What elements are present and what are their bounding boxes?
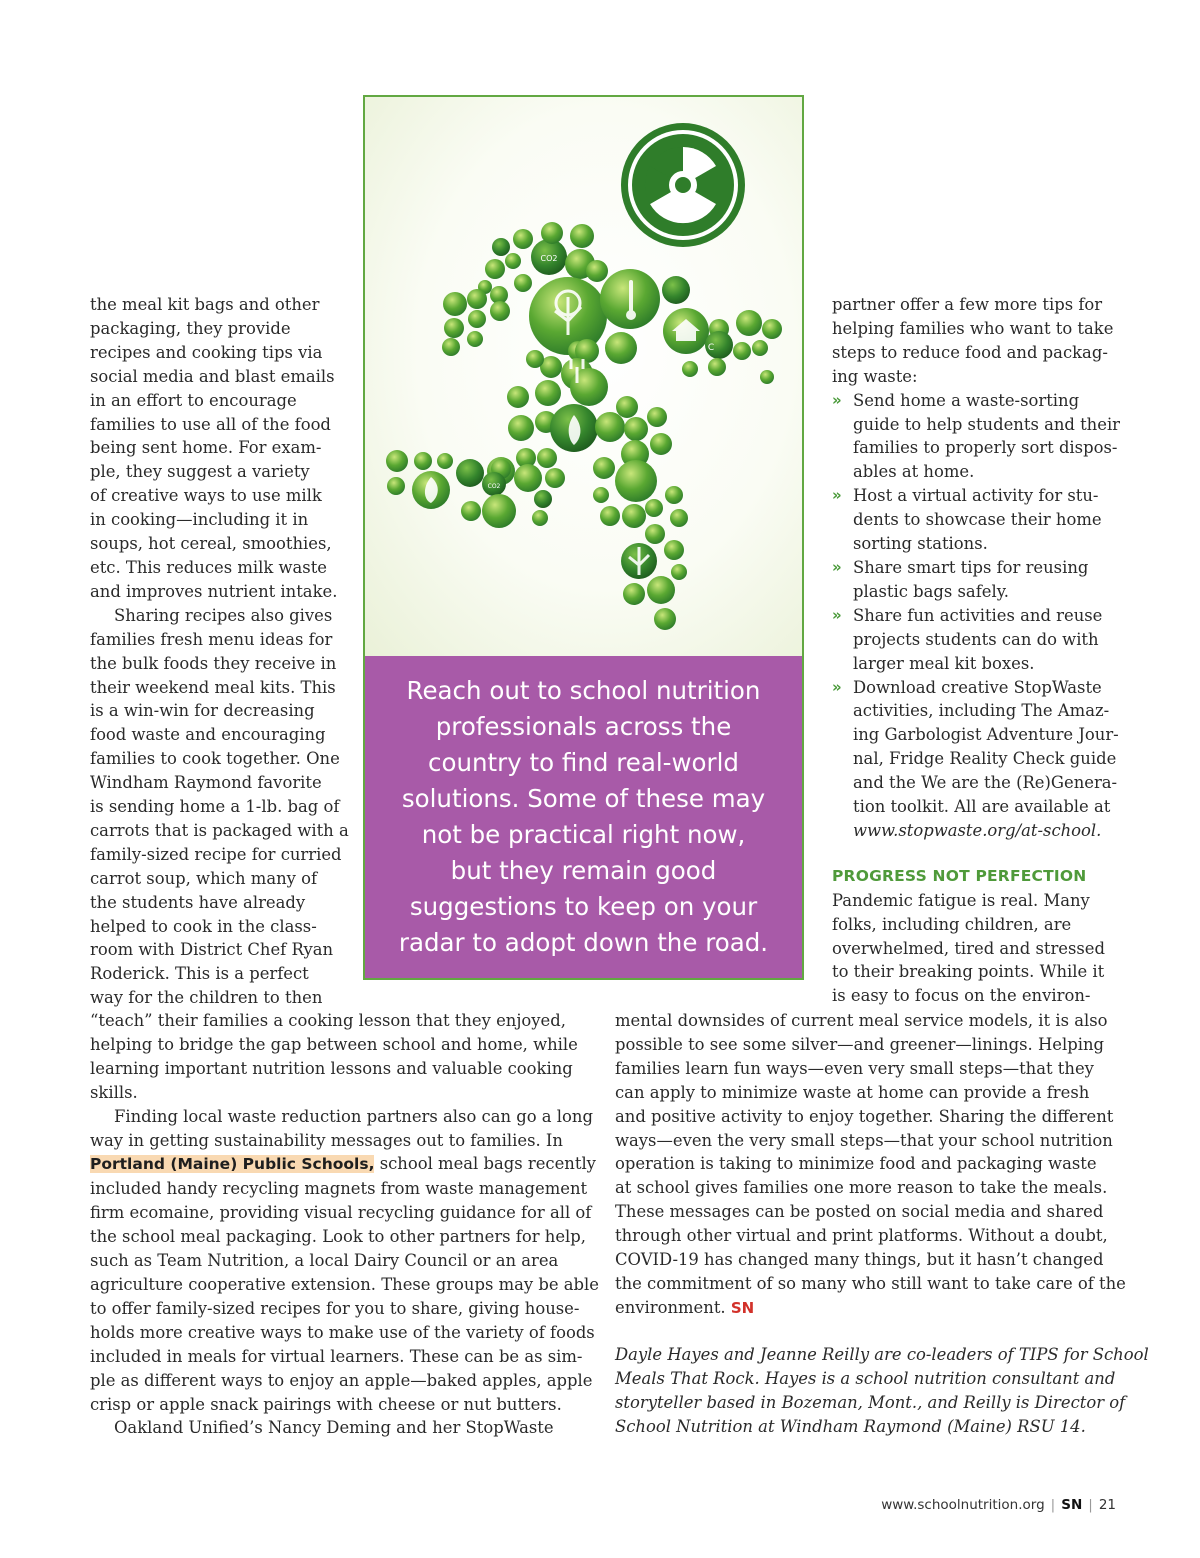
body-line: and positive activity to enjoy together. Sharing the different bbox=[615, 1106, 1114, 1126]
body-line: agriculture cooperative extension. These groups may be able bbox=[90, 1274, 599, 1294]
body-line: ple, they suggest a variety bbox=[90, 462, 310, 482]
body-line: being sent home. For exam- bbox=[90, 438, 322, 458]
body-line: in cooking—including it in bbox=[90, 510, 309, 530]
body-line: through other virtual and print platforms. Without a doubt, bbox=[615, 1226, 1108, 1246]
body-line: projects students can do with bbox=[853, 629, 1099, 649]
body-line: the bulk foods they receive in bbox=[90, 653, 337, 673]
runner-front-leg bbox=[593, 457, 688, 630]
pull-quote-line: but they remain good bbox=[450, 856, 717, 885]
bio-line: Meals That Rock. Hayes is a school nutrition consultant and bbox=[615, 1368, 1116, 1388]
body-line: Finding local waste reduction partners also can go a long bbox=[114, 1106, 593, 1126]
right-column-bottom bbox=[615, 1009, 1135, 1321]
radiation-icon bbox=[621, 123, 745, 247]
body-line: ables at home. bbox=[853, 462, 975, 482]
page-number: 21 bbox=[1098, 1497, 1116, 1513]
body-line: helped to cook in the class- bbox=[90, 916, 317, 936]
body-line: included in meals for virtual learners. These can be as sim- bbox=[90, 1346, 583, 1366]
body-line: at school gives families one more reason to take the meals. bbox=[615, 1178, 1108, 1198]
body-line: and improves nutrient intake. bbox=[90, 581, 338, 601]
body-line: helping to bridge the gap between school and home, while bbox=[90, 1034, 578, 1054]
body-line: in an effort to encourage bbox=[90, 390, 297, 410]
body-line: is a win-win for decreasing bbox=[90, 701, 315, 721]
body-line: and the We are the (Re)Genera- bbox=[853, 773, 1118, 793]
body-line: ing waste: bbox=[832, 366, 918, 386]
illustration-panel bbox=[365, 97, 802, 656]
body-line: possible to see some silver—and greener—linings. Helping bbox=[615, 1034, 1104, 1054]
body-line: carrot soup, which many of bbox=[90, 868, 318, 888]
body-line-with-highlight bbox=[90, 1152, 596, 1177]
bio-line: Dayle Hayes and Jeanne Reilly are co-leaders of TIPS for School bbox=[615, 1345, 1149, 1364]
left-column-bottom bbox=[90, 1009, 599, 1440]
pull-quote-line: country to find real-world bbox=[428, 748, 739, 777]
body-text-fragment: school meal bags recently bbox=[379, 1154, 596, 1174]
author-bio bbox=[615, 1343, 1149, 1439]
body-line: ing Garbologist Adventure Jour- bbox=[853, 725, 1119, 745]
body-line: the meal kit bags and other bbox=[90, 295, 320, 314]
feature-art-box bbox=[363, 95, 804, 980]
body-line: Oakland Unified’s Nancy Deming and her StopWaste bbox=[114, 1418, 554, 1438]
end-mark: SN bbox=[730, 1298, 755, 1317]
footer-url[interactable]: www.schoolnutrition.org bbox=[881, 1497, 1045, 1513]
bio-line: storyteller based in Bozeman, Mont., and Reilly is Director of bbox=[615, 1392, 1126, 1412]
highlighted-district-name: Portland (Maine) Public Schools, bbox=[90, 1155, 375, 1174]
body-line: Sharing recipes also gives bbox=[114, 605, 333, 625]
pull-quote-line: not be practical right now, bbox=[421, 820, 746, 849]
pull-quote bbox=[365, 656, 802, 978]
pull-quote-line: professionals across the bbox=[435, 712, 732, 741]
tip-list-item bbox=[832, 676, 1122, 843]
body-line: holds more creative ways to make use of the variety of foods bbox=[90, 1322, 595, 1342]
bullet-chevron-icon: » bbox=[832, 486, 842, 505]
tip-list-item bbox=[832, 484, 1122, 556]
bullet-chevron-icon: » bbox=[832, 605, 842, 624]
pull-quote-line: solutions. Some of these may bbox=[401, 784, 766, 813]
body-line: families to cook together. One bbox=[90, 749, 340, 769]
body-line: partner offer a few more tips for bbox=[832, 295, 1103, 314]
body-line: way for the children to then bbox=[90, 988, 323, 1008]
body-line: packaging, they provide bbox=[90, 318, 291, 338]
body-line: steps to reduce food and packag- bbox=[832, 342, 1108, 362]
footer-divider: | bbox=[1050, 1497, 1056, 1513]
body-line: larger meal kit boxes. bbox=[853, 653, 1035, 673]
body-line: Roderick. This is a perfect bbox=[90, 964, 309, 984]
bullet-chevron-icon: » bbox=[832, 677, 842, 696]
body-line: families learn fun ways—even very small steps—that they bbox=[615, 1058, 1094, 1078]
tip-list-item bbox=[832, 604, 1122, 676]
body-line: their weekend meal kits. This bbox=[90, 677, 336, 697]
body-line: the commitment of so many who still want to take care of the bbox=[615, 1273, 1126, 1293]
body-line: families fresh menu ideas for bbox=[90, 629, 333, 649]
body-line: soups, hot cereal, smoothies, bbox=[90, 534, 332, 554]
body-line: ple as different ways to enjoy an apple—baked apples, apple bbox=[90, 1370, 593, 1390]
body-line: family-sized recipe for curried bbox=[90, 844, 342, 864]
bullet-chevron-icon: » bbox=[832, 390, 842, 409]
body-line: is sending home a 1-lb. bag of bbox=[90, 797, 340, 817]
footer-divider: | bbox=[1088, 1497, 1093, 1513]
body-line: mental downsides of current meal service models, it is also bbox=[615, 1011, 1108, 1030]
tip-list-item bbox=[832, 389, 1122, 485]
co2-label: CO2 bbox=[540, 254, 558, 263]
body-line: tion toolkit. All are available at bbox=[853, 797, 1111, 817]
body-text-fragment: environment. bbox=[615, 1297, 726, 1317]
body-line: ways—even the very small steps—that your school nutrition bbox=[615, 1130, 1113, 1150]
body-line: included handy recycling magnets from waste management bbox=[90, 1179, 588, 1199]
bullet-chevron-icon: » bbox=[832, 557, 842, 576]
body-line: food waste and encouraging bbox=[90, 725, 326, 745]
tip-list-item bbox=[832, 556, 1122, 604]
body-line: to their breaking points. While it bbox=[832, 962, 1105, 982]
body-line: plastic bags safely. bbox=[853, 581, 1009, 601]
body-line: Host a virtual activity for stu- bbox=[853, 486, 1099, 506]
eco-runner-illustration bbox=[365, 97, 802, 656]
body-line: way in getting sustainability messages out to families. In bbox=[90, 1130, 563, 1150]
body-line-last bbox=[615, 1296, 1135, 1321]
body-line: Share smart tips for reusing bbox=[853, 557, 1089, 577]
body-line: can apply to minimize waste at home can provide a fresh bbox=[615, 1082, 1090, 1102]
body-line: Download creative StopWaste bbox=[853, 677, 1102, 697]
body-line: such as Team Nutrition, a local Dairy Council or an area bbox=[90, 1251, 559, 1271]
body-line: families to use all of the food bbox=[90, 414, 331, 434]
body-line: etc. This reduces milk waste bbox=[90, 557, 327, 577]
body-line: Share fun activities and reuse bbox=[853, 605, 1103, 625]
body-line: helping families who want to take bbox=[832, 318, 1114, 338]
pull-quote-line: suggestions to keep on your bbox=[409, 892, 758, 921]
left-column-top bbox=[90, 293, 349, 1010]
section-heading: PROGRESS NOT PERFECTION bbox=[832, 866, 1087, 885]
body-line: social media and blast emails bbox=[90, 366, 335, 386]
pull-quote-line: Reach out to school nutrition bbox=[406, 676, 761, 705]
body-line: These messages can be posted on social media and shared bbox=[615, 1202, 1104, 1222]
body-line: carrots that is packaged with a bbox=[90, 820, 349, 840]
body-line: the school meal packaging. Look to other partners for help, bbox=[90, 1227, 586, 1247]
body-line: nal, Fridge Reality Check guide bbox=[853, 749, 1117, 769]
body-line: dents to showcase their home bbox=[853, 510, 1102, 530]
body-line: Send home a waste-sorting bbox=[853, 390, 1080, 410]
body-line: the students have already bbox=[90, 892, 306, 912]
body-line: COVID-19 has changed many things, but it hasn’t changed bbox=[615, 1250, 1104, 1270]
stopwaste-link[interactable]: www.stopwaste.org/at-school. bbox=[853, 820, 1102, 840]
co2-label-small: CO2 bbox=[487, 483, 501, 490]
body-line: firm ecomaine, providing visual recycling guidance for all of bbox=[90, 1203, 592, 1223]
body-line: learning important nutrition lessons and valuable cooking bbox=[90, 1058, 573, 1078]
body-line: activities, including The Amaz- bbox=[853, 701, 1110, 721]
body-line: room with District Chef Ryan bbox=[90, 940, 334, 960]
footer-brand: SN bbox=[1061, 1497, 1083, 1513]
body-line: families to properly sort dispos- bbox=[853, 438, 1118, 458]
body-line: folks, including children, are bbox=[832, 914, 1072, 934]
body-line: sorting stations. bbox=[853, 534, 988, 554]
right-column-top bbox=[832, 293, 1122, 1008]
body-line: Pandemic fatigue is real. Many bbox=[832, 890, 1090, 910]
runner-back-leg bbox=[386, 448, 565, 528]
body-line: to offer family-sized recipes for you to share, giving house- bbox=[90, 1298, 580, 1318]
body-line: recipes and cooking tips via bbox=[90, 342, 323, 362]
bio-line: School Nutrition at Windham Raymond (Maine) RSU 14. bbox=[615, 1416, 1086, 1436]
body-line: crisp or apple snack pairings with cheese or nut butters. bbox=[90, 1394, 562, 1414]
body-line: is easy to focus on the environ- bbox=[832, 986, 1091, 1006]
body-line: “teach” their families a cooking lesson that they enjoyed, bbox=[90, 1011, 566, 1030]
page-footer bbox=[881, 1497, 1116, 1513]
body-line: operation is taking to minimize food and packaging waste bbox=[615, 1154, 1097, 1174]
pull-quote-line: radar to adopt down the road. bbox=[398, 928, 769, 957]
body-line: of creative ways to use milk bbox=[90, 486, 322, 506]
body-line: skills. bbox=[90, 1082, 138, 1102]
body-line: Windham Raymond favorite bbox=[90, 773, 322, 793]
body-line: guide to help students and their bbox=[853, 414, 1121, 434]
body-line: overwhelmed, tired and stressed bbox=[832, 938, 1105, 958]
carbon-label: C bbox=[707, 343, 715, 353]
